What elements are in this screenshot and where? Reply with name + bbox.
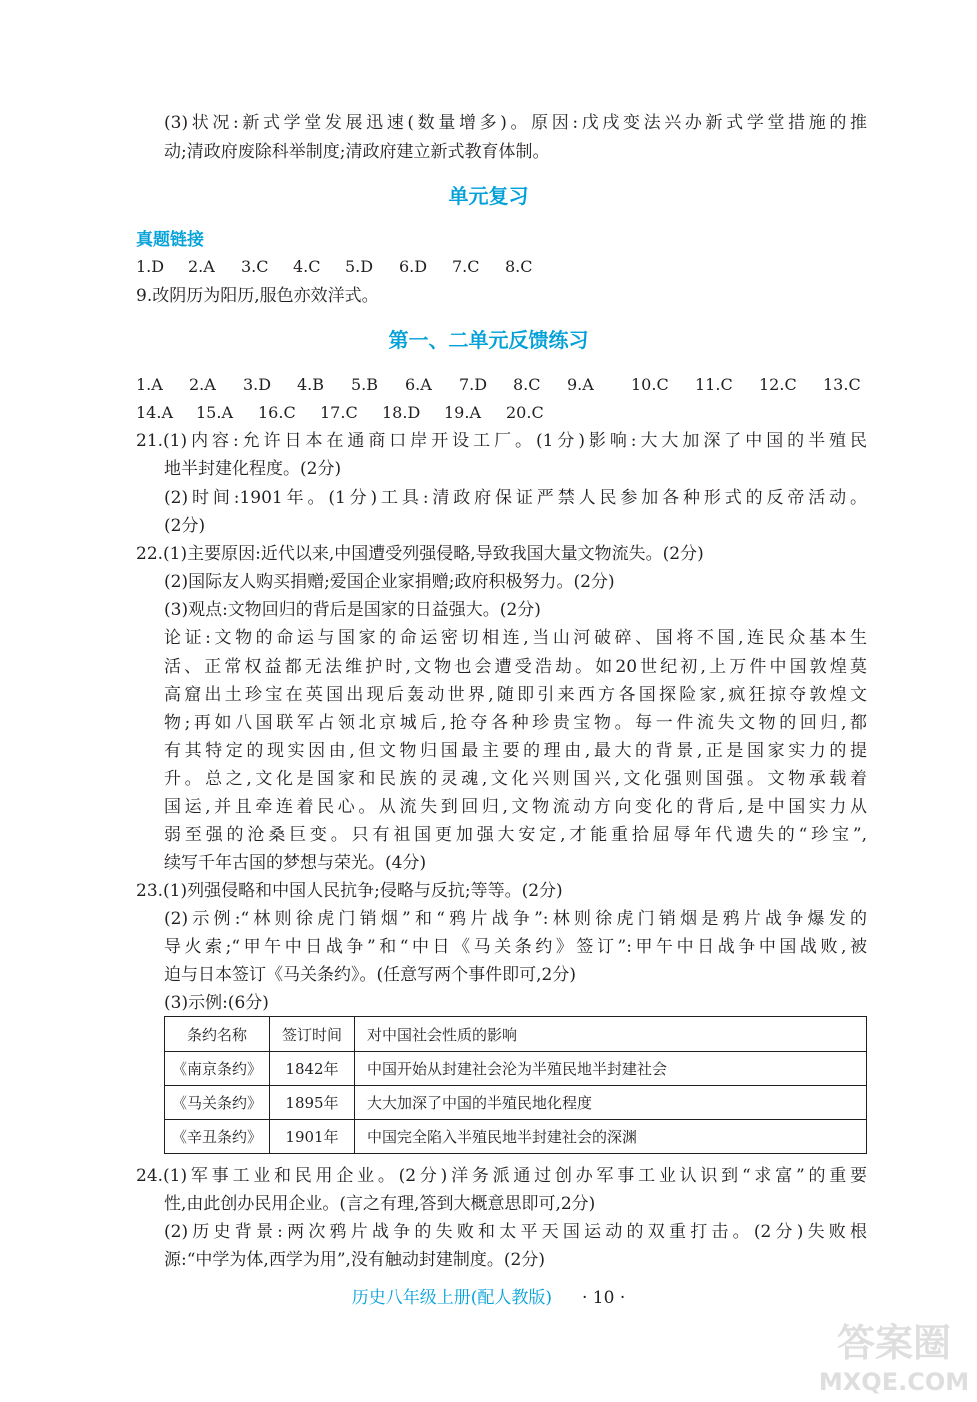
q23-line4: 迫与日本签订《马关条约》。(任意写两个事件即可,2分) <box>164 965 576 985</box>
answer-item: 13.C <box>823 375 861 394</box>
q23-line5: (3)示例:(6分) <box>164 993 269 1013</box>
q9-answer: 9.改阴历为阳历,服色亦效洋式。 <box>136 286 379 306</box>
table-row <box>165 1052 867 1086</box>
answer-item: 15.A <box>196 403 233 422</box>
q22-line2: (2)国际友人购买捐赠;爱国企业家捐赠;政府积极努力。(2分) <box>164 572 615 592</box>
table-cell: 1895年 <box>270 1086 355 1120</box>
table-header-cell: 签订时间 <box>270 1017 355 1052</box>
q22-line3: (3)观点:文物回归的背后是国家的日益强大。(2分) <box>164 600 541 620</box>
q22-essay-last-line: 续写千年古国的梦想与荣光。(4分) <box>164 853 427 873</box>
table-cell: 中国开始从封建社会沦为半殖民地半封建社会 <box>355 1052 867 1086</box>
table-cell: 大大加深了中国的半殖民地化程度 <box>355 1086 867 1120</box>
table-cell: 中国完全陷入半殖民地半封建社会的深渊 <box>355 1120 867 1154</box>
table-cell: 《马关条约》 <box>165 1086 270 1120</box>
answer-item: 2.A <box>189 375 216 394</box>
answer-item: 9.A <box>567 375 594 394</box>
q21-line1: 21.(1)内容:允许日本在通商口岸开设工厂。(1分)影响:大大加深了中国的半殖民 <box>136 431 867 451</box>
q23-line1: 23.(1)列强侵略和中国人民抗争;侵略与反抗;等等。(2分) <box>136 881 563 901</box>
q23-line3: 导火索;“甲午中日战争”和“中日《马关条约》签订”:甲午中日战争中国战败,被 <box>164 937 867 957</box>
real-exam-link-subhead: 真题链接 <box>136 230 204 250</box>
answer-item: 12.C <box>759 375 797 394</box>
answer-item: 7.D <box>459 375 488 394</box>
table-cell: 1901年 <box>270 1120 355 1154</box>
q24-line1: 24.(1)军事工业和民用企业。(2分)洋务派通过创办军事工业认识到“求富”的重要 <box>136 1166 867 1186</box>
answer-item: 19.A <box>444 403 481 422</box>
q24-line4: 源:“中学为体,西学为用”,没有触动封建制度。(2分) <box>164 1250 545 1270</box>
q22-essay-line: 国运,并且牵连着民心。从流失到回归,文物流动方向变化的背后,是中国实力从 <box>164 797 867 817</box>
answer-item: 5.B <box>351 375 379 394</box>
answer-item: 14.A <box>136 403 173 422</box>
answer-item: 18.D <box>382 403 421 422</box>
answer-item: 6.A <box>405 375 432 394</box>
answer-item: 4.B <box>297 375 325 394</box>
watermark-url: MXQE.COM <box>819 1368 969 1396</box>
book-title: 历史八年级上册(配人教版) <box>351 1288 552 1308</box>
q22-essay-line: 有其特定的现实因由,但文物归国最主要的理由,最大的背景,正是国家实力的提 <box>164 741 867 761</box>
table-header-cell: 对中国社会性质的影响 <box>355 1017 867 1052</box>
feedback-practice-title: 第一、二单元反馈练习 <box>388 328 589 352</box>
answer-item: 3.D <box>243 375 272 394</box>
q22-essay-line: 物;再如八国联军占领北京城后,抢夺各种珍贵宝物。每一件流失文物的回归,都 <box>164 713 867 733</box>
q24-line2: 性,由此创办民用企业。(言之有理,答到大概意思即可,2分) <box>164 1194 596 1214</box>
q23-line2: (2)示例:“林则徐虎门销烟”和“鸦片战争”:林则徐虎门销烟是鸦片战争爆发的 <box>164 909 867 929</box>
table-cell: 《辛丑条约》 <box>165 1120 270 1154</box>
q24-line3: (2)历史背景:两次鸦片战争的失败和太平天国运动的双重打击。(2分)失败根 <box>164 1222 867 1242</box>
answer-item: 2.A <box>188 257 215 276</box>
unit-review-answers <box>136 253 533 281</box>
q21-line4: (2分) <box>164 516 206 536</box>
q22-essay-line: 高窟出土珍宝在英国出现后轰动世界,随即引来西方各国探险家,疯狂掠夺敦煌文 <box>164 685 867 705</box>
answer-item: 3.C <box>241 257 269 276</box>
q20-part3-line2: 动;清政府废除科举制度;清政府建立新式教育体制。 <box>164 142 550 162</box>
table-row <box>165 1120 867 1154</box>
table-cell: 《南京条约》 <box>165 1052 270 1086</box>
answer-item: 4.C <box>293 257 321 276</box>
table-header-cell: 条约名称 <box>165 1017 270 1052</box>
page-footer <box>0 1284 977 1312</box>
q21-line2: 地半封建化程度。(2分) <box>164 459 342 479</box>
treaty-table <box>164 1016 867 1154</box>
watermark-logo <box>819 1312 969 1398</box>
q22-essay-line: 活、正常权益都无法维护时,文物也会遭受浩劫。如20世纪初,上万件中国敦煌莫 <box>164 657 867 677</box>
answer-item: 16.C <box>258 403 296 422</box>
watermark-text: 答案圈 <box>836 1321 952 1365</box>
answer-item: 7.C <box>452 257 480 276</box>
answer-item: 5.D <box>345 257 374 276</box>
table-row <box>165 1086 867 1120</box>
q22-essay-line: 升。总之,文化是国家和民族的灵魂,文化兴则国兴,文化强则国强。文物承载着 <box>164 769 867 789</box>
answer-item: 1.D <box>136 257 165 276</box>
q20-part3-line1: (3)状况:新式学堂发展迅速(数量增多)。原因:戊戌变法兴办新式学堂措施的推 <box>164 113 867 133</box>
feedback-answers-row2 <box>136 399 544 427</box>
answer-item: 6.D <box>399 257 428 276</box>
table-cell: 1842年 <box>270 1052 355 1086</box>
q22-line1: 22.(1)主要原因:近代以来,中国遭受列强侵略,导致我国大量文物流失。(2分) <box>136 544 704 564</box>
feedback-answers-row1 <box>136 371 861 399</box>
answer-item: 10.C <box>631 375 669 394</box>
page-number: · 10 · <box>582 1288 626 1308</box>
q22-essay-line: 弱至强的沧桑巨变。只有祖国更加强大安定,才能重拾屈辱年代遗失的“珍宝”, <box>164 825 867 845</box>
answer-item: 8.C <box>505 257 533 276</box>
answer-item: 1.A <box>136 375 163 394</box>
answer-item: 8.C <box>513 375 541 394</box>
q22-essay-line: 论证:文物的命运与国家的命运密切相连,当山河破碎、国将不国,连民众基本生 <box>164 628 867 648</box>
q21-line3: (2)时间:1901年。(1分)工具:清政府保证严禁人民参加各种形式的反帝活动。 <box>164 488 867 508</box>
table-header-row <box>165 1017 867 1052</box>
answer-item: 11.C <box>695 375 733 394</box>
answer-item: 17.C <box>320 403 358 422</box>
unit-review-title: 单元复习 <box>448 184 529 208</box>
answer-item: 20.C <box>506 403 544 422</box>
